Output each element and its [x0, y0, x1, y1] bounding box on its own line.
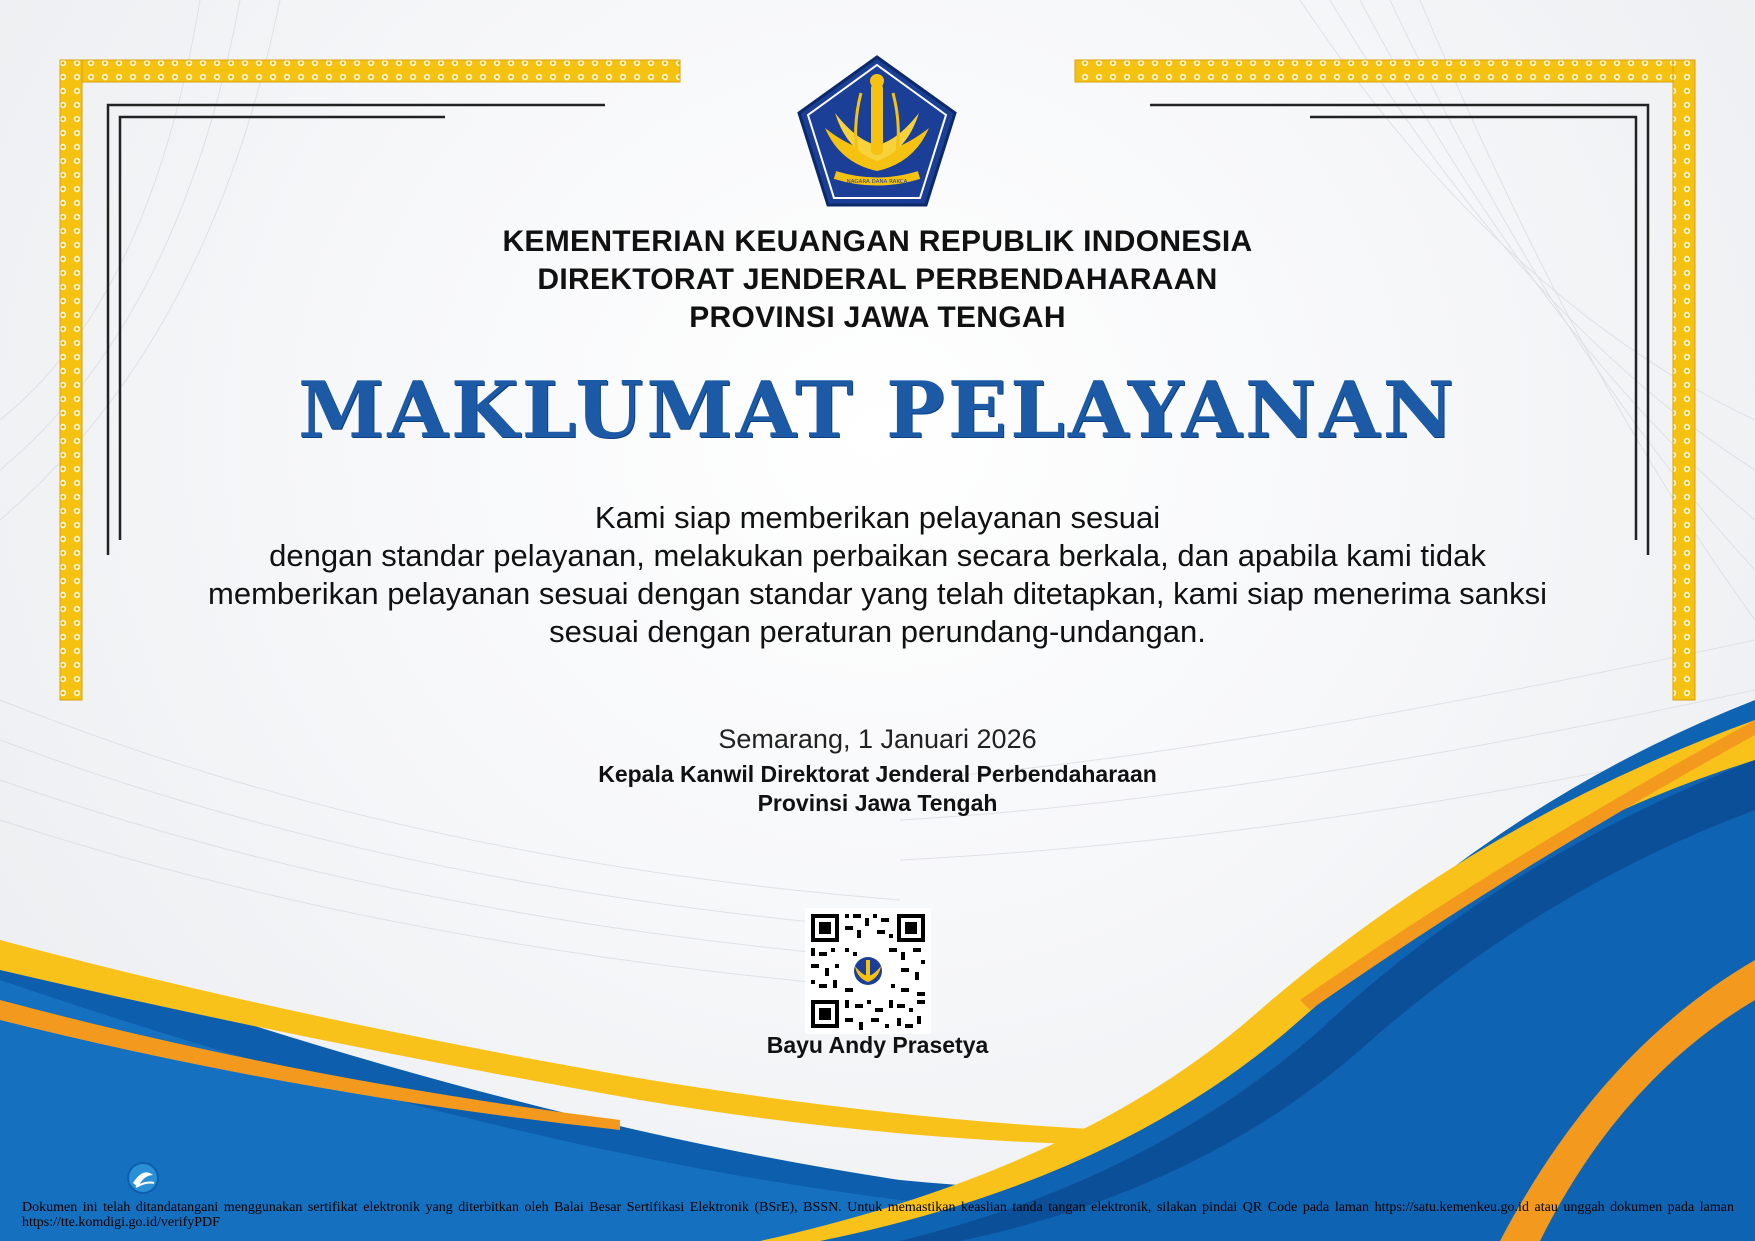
bsre-logo-icon: [126, 1161, 160, 1195]
signer-position-line-2: Provinsi Jawa Tengah: [757, 790, 998, 816]
body-line-4: sesuai dengan peraturan perundang-undangan.: [549, 614, 1206, 649]
header-province: PROVINSI JAWA TENGAH: [689, 301, 1066, 334]
body-line-2: dengan standar pelayanan, melakukan perbaikan secara berkala, dan apabila kami tidak: [269, 538, 1486, 573]
e-signature-disclaimer: Dokumen ini telah ditandatangani menggunakan sertifikat elektronik yang diterbitkan oleh Balai Besar Sertifikasi Elektronik (BSrE), BSSN. Untuk memastikan keaslian tanda tangan elektronik, silakan pindai QR Code pada laman https://satu.kemenkeu.go.id atau unggah dokumen pada laman https://tte.komdigi.go.id/verifyPDF: [22, 1200, 1734, 1230]
kemenkeu-emblem-icon: [795, 53, 960, 211]
header-ministry: KEMENTERIAN KEUANGAN REPUBLIK INDONESIA: [502, 225, 1253, 258]
signer-position-line-1: Kepala Kanwil Direktorat Jenderal Perbendaharaan: [598, 761, 1157, 787]
qr-code-icon: [805, 908, 931, 1034]
body-line-3: memberikan pelayanan sesuai dengan standar yang telah ditetapkan, kami siap menerima sanksi: [208, 576, 1547, 611]
emblem-motto: NAGARA DANA RAKCA: [846, 179, 908, 185]
place-date: Semarang, 1 Januari 2026: [718, 724, 1037, 754]
signer-name: Bayu Andy Prasetya: [766, 1032, 989, 1058]
body-line-1: Kami siap memberikan pelayanan sesuai: [594, 500, 1161, 535]
page-title: MAKLUMAT PELAYANAN: [298, 365, 1457, 456]
header-directorate: DIREKTORAT JENDERAL PERBENDAHARAAN: [537, 263, 1218, 296]
